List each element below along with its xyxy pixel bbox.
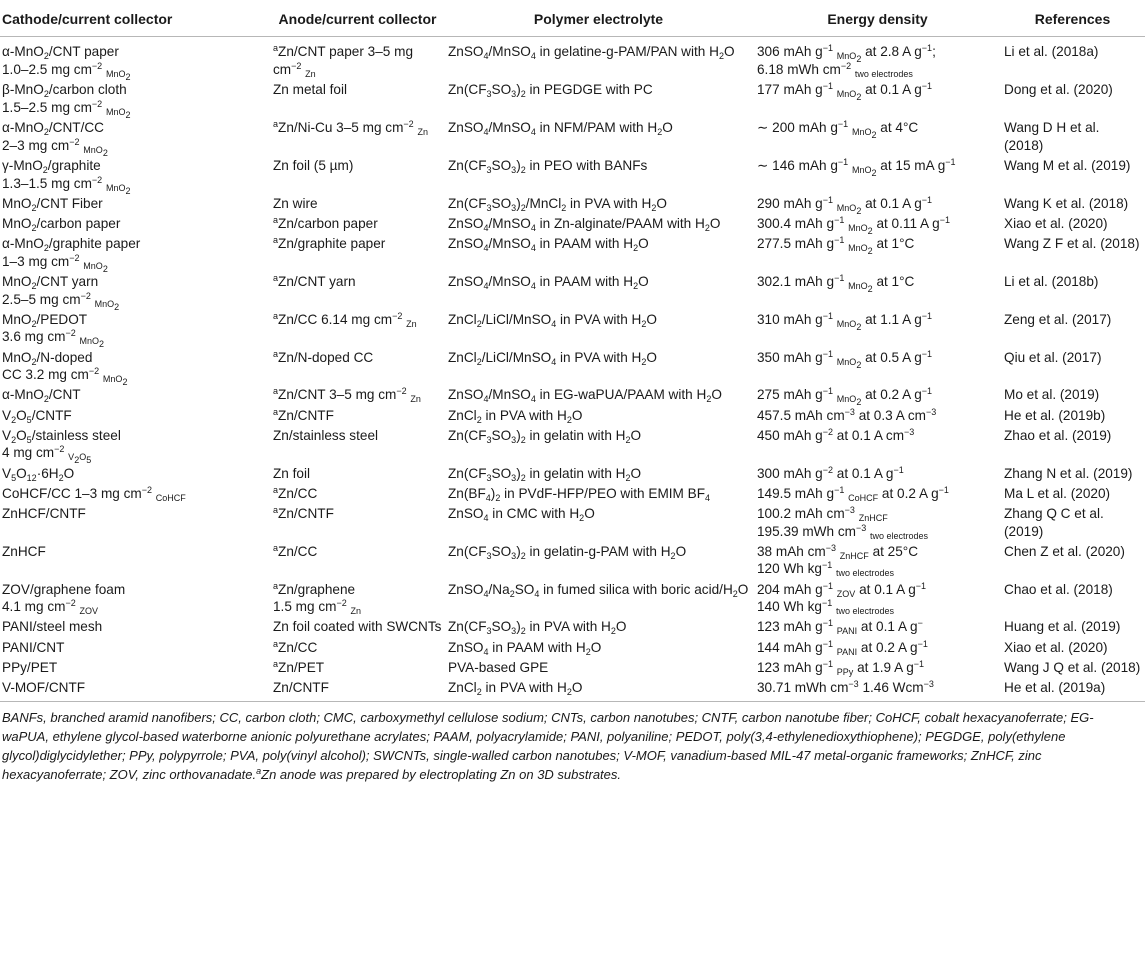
table-row: [0, 617, 1145, 637]
cell-reference: He et al. (2019b): [1004, 407, 1106, 423]
cell-energy-density: 300 mAh $g^{-2}$ at 0.1 A $g^{-1}$: [757, 464, 904, 481]
cell-energy-density: 177 mAh $g^{-1}$ $_{MnO_2}$ at 0.1 A $g^{-1}$: [757, 81, 933, 103]
header-energy-density: Energy density: [755, 0, 1002, 37]
cell-cathode: MnO$_2$/carbon paper: [2, 215, 121, 233]
cell-anode: $^a$Zn/CC: [273, 638, 318, 655]
cell-energy-density: 450 mAh $g^{-2}$ at 0.1 A $cm^{-3}$: [757, 426, 915, 443]
cell-cathode: ZnHCF: [2, 543, 46, 559]
cell-cathode: $V_5O_{12}\cdot 6H_2O$: [2, 465, 75, 483]
cell-electrolyte: $Zn(CF_3SO_3)_2$ in gelatin-g-PAM with $H_2O$: [448, 543, 687, 561]
cell-cathode: ZnHCF/CNTF: [2, 505, 86, 521]
cell-electrolyte: $Zn(CF_3SO_3)_2$ in gelatin with $H_2O$: [448, 465, 642, 483]
cell-electrolyte: $Zn(BF_4)_2$ in PVdF-HFP/PEO with EMIM $BF_4$: [448, 485, 711, 503]
cell-cathode: MnO$_2$/PEDOT 3.6 mg $cm^{-2}$ $_{MnO_2}$: [2, 311, 105, 350]
cell-electrolyte: PVA-based GPE: [448, 659, 549, 675]
cell-anode: Zn wire: [273, 195, 318, 211]
cell-energy-density: 30.71 mWh $cm^{-3}$ 1.46 Wcm$^{-3}$: [755, 678, 1002, 701]
table-row: [0, 426, 1145, 464]
cell-electrolyte: ZnSO$_4$/MnSO$_4$ in EG-waPUA/PAAM with $H_2O$: [448, 387, 722, 405]
header-electrolyte: Polymer electrolyte: [446, 0, 755, 37]
cell-electrolyte: ZnSO$_4$/MnSO$_4$ in Zn-alginate/PAAM with $H_2O$: [448, 215, 721, 233]
table-row: [0, 406, 1145, 426]
header-cathode: Cathode/current collector: [0, 0, 271, 37]
cell-electrolyte: ZnSO$_4$/MnSO$_4$ in gelatine-g-PAM/PAN with $H_2O$: [448, 44, 735, 62]
cell-anode: Zn/stainless steel: [273, 427, 379, 443]
cell-reference: Wang K et al. (2018): [1004, 195, 1129, 211]
table-row: [0, 310, 1145, 348]
cell-reference: Ma L et al. (2020): [1004, 485, 1111, 501]
cell-anode: $^a$Zn/CC: [273, 542, 318, 559]
cell-reference: Wang Z F et al. (2018): [1004, 236, 1140, 252]
table-row: [0, 678, 1145, 701]
cell-cathode: α-MnO$_2$/graphite paper 1–3 mg $cm^{-2}$ $_{MnO_2}$: [2, 236, 141, 274]
cell-anode: $^a$Zn/CNT paper 3–5 mg $cm^{-2}$ $_{Zn}$: [273, 43, 414, 79]
cell-anode: Zn foil: [273, 465, 311, 481]
cell-cathode: PANI/CNT: [2, 639, 65, 655]
cell-energy-density: 306 mAh $g^{-1}$ $_{MnO_2}$ at 2.8 A $g^{-1}$; 6.18 mWh $cm^{-2}$ $_{two electrodes}$: [757, 43, 936, 79]
cell-energy-density: 457.5 mAh $cm^{-3}$ at 0.3 A $cm^{-3}$: [757, 406, 937, 423]
cell-cathode: α-MnO$_2$/CNT paper 1.0–2.5 mg $cm^{-2}$ $_{MnO_2}$: [2, 44, 131, 82]
cell-cathode: V-MOF/CNTF: [0, 678, 271, 701]
table-row: [0, 194, 1145, 214]
cell-energy-density: 302.1 mAh $g^{-1}$ $_{MnO_2}$ at 1°C: [757, 272, 915, 294]
cell-energy-density: 123 mAh $g^{-1}$ $_{PPy}$ at 1.9 A $g^{-1}$: [757, 658, 925, 677]
cell-electrolyte: ZnCl$_2$/LiCl/MnSO$_4$ in PVA with $H_2O$: [448, 311, 657, 329]
table-row: [0, 272, 1145, 310]
cell-cathode: α-MnO$_2$/CNT: [2, 387, 81, 405]
cell-energy-density: 300.4 mAh $g^{-1}$ $_{MnO_2}$ at 0.11 A $g^{-1}$: [757, 214, 950, 236]
cell-anode: Zn foil coated with SWCNTs: [273, 619, 442, 635]
table-row: [0, 118, 1145, 156]
cell-electrolyte: $Zn(CF_3SO_3)_2$ in PEO with BANFs: [448, 157, 648, 175]
cell-reference: Li et al. (2018b): [1004, 273, 1099, 289]
cell-cathode: PANI/steel mesh: [2, 619, 103, 635]
cell-reference: Wang J Q et al. (2018): [1004, 659, 1141, 675]
cell-reference: Qiu et al. (2017): [1004, 349, 1102, 365]
cell-cathode: γ-MnO$_2$/graphite 1.3–1.5 mg $cm^{-2}$ $_{MnO_2}$: [2, 157, 131, 196]
cell-electrolyte: ZnSO$_4$ in CMC with $H_2O$: [448, 505, 595, 523]
cell-energy-density: 204 mAh $g^{-1}$ $_{ZOV}$ at 0.1 A $g^{-1}$ 140 Wh $kg^{-1}$ $_{two electrodes}$: [757, 580, 927, 617]
cell-electrolyte: ZnSO$_4$/MnSO$_4$ in PAAM with $H_2O$: [448, 273, 649, 291]
cell-reference: Zhao et al. (2019): [1004, 427, 1112, 443]
table-header: [0, 0, 1145, 37]
cell-energy-density: 350 mAh $g^{-1}$ $_{MnO_2}$ at 0.5 A $g^{-1}$: [757, 348, 933, 370]
cell-reference: Zhang Q C et al. (2019): [1004, 505, 1104, 539]
table-row: [0, 385, 1145, 405]
table-row: [0, 464, 1145, 484]
cell-reference: He et al. (2019a): [1002, 678, 1145, 701]
table-body: [0, 37, 1145, 701]
cell-cathode: $V_2O_5$/CNTF: [2, 407, 72, 425]
cell-energy-density: 123 mAh $g^{-1}$ $_{PANI}$ at 0.1 A g−: [757, 618, 923, 637]
cell-anode: $^a$Zn/CNTF: [273, 504, 334, 521]
cell-electrolyte: $Zn(CF_3SO_3)_2$ in PEGDGE with PC: [448, 82, 653, 100]
table-row: [0, 348, 1145, 386]
cell-electrolyte: ZnSO$_4$/MnSO$_4$ in PAAM with $H_2O$: [448, 236, 649, 254]
cell-anode: $^a$Zn/CC: [273, 484, 318, 501]
cell-cathode: ZOV/graphene foam 4.1 mg $cm^{-2}$ $_{ZOV}$: [2, 581, 126, 617]
header-references: References: [1002, 0, 1145, 37]
cell-electrolyte: ZnSO$_4$/MnSO$_4$ in NFM/PAM with $H_2O$: [448, 119, 673, 137]
cell-energy-density: 144 mAh $g^{-1}$ $_{PANI}$ at 0.2 A $g^{-1}$: [757, 638, 928, 657]
table-row: [0, 658, 1145, 678]
cell-energy-density: 149.5 mAh $g^{-1}$ $_{CoHCF}$ at 0.2 A $g^{-1}$: [757, 484, 949, 503]
cell-reference: Zeng et al. (2017): [1004, 311, 1112, 327]
cell-electrolyte: ZnCl$_2$ in PVA with $H_2O$: [448, 407, 583, 425]
table-row: [0, 580, 1145, 618]
cell-anode: $^a$Zn/CC 6.14 mg $cm^{-2}$ $_{Zn}$: [273, 310, 417, 329]
cell-reference: Mo et al. (2019): [1004, 387, 1100, 403]
cell-anode: $^a$Zn/PET: [273, 658, 325, 675]
cell-reference: Xiao et al. (2020): [1004, 639, 1108, 655]
cell-reference: Li et al. (2018a): [1004, 44, 1099, 60]
cell-cathode: α-MnO$_2$/CNT/CC 2–3 mg $cm^{-2}$ $_{MnO_2}$: [2, 119, 108, 158]
table-row: [0, 37, 1145, 80]
cell-energy-density: 275 mAh $g^{-1}$ $_{MnO_2}$ at 0.2 A $g^{-1}$: [757, 386, 933, 408]
table-row: [0, 504, 1145, 542]
cell-energy-density: 38 mAh $cm^{-3}$ $_{ZnHCF}$ at 25°C 120 Wh $kg^{-1}$ $_{two electrodes}$: [757, 542, 919, 579]
header-anode: Anode/current collector: [271, 0, 446, 37]
table-row: [0, 638, 1145, 658]
cell-reference: Chao et al. (2018): [1004, 581, 1113, 597]
cell-electrolyte: ZnSO$_4$ in PAAM with $H_2O$: [448, 639, 602, 657]
cell-reference: Wang M et al. (2019): [1004, 157, 1131, 173]
cell-cathode: CoHCF/CC 1–3 mg $cm^{-2}$ $_{CoHCF}$: [2, 484, 186, 503]
table-row: [0, 542, 1145, 580]
table-row: [0, 484, 1145, 504]
cell-anode: Zn foil (5 µm): [273, 157, 354, 173]
cell-electrolyte: ZnCl$_2$/LiCl/MnSO$_4$ in PVA with $H_2O$: [448, 349, 657, 367]
cell-electrolyte: $ZnSO_4/Na_2SO_4$ in fumed silica with boric acid/$H_2O$: [448, 581, 749, 599]
cell-energy-density: ∼ 200 mAh $g^{-1}$ $_{MnO_2}$ at 4°C: [757, 118, 919, 140]
cell-cathode: $V_2O_5$/stainless steel 4 mg $cm^{-2}$ $_{V_2O_5}$: [2, 427, 121, 466]
cell-reference: Wang D H et al. (2018): [1004, 119, 1100, 153]
cell-anode: $^a$Zn/CNT yarn: [273, 272, 356, 289]
cell-electrolyte: $Zn(CF_3SO_3)_2/MnCl_2$ in PVA with $H_2O$: [448, 195, 667, 213]
cell-anode: $^a$Zn/graphene 1.5 mg $cm^{-2}$ $_{Zn}$: [273, 580, 362, 617]
table-footnote: BANFs, branched aramid nanofibers; CC, carbon cloth; CMC, carboxymethyl cellulose sodium; CNTs, carbon nanotubes; CNTF, carbon nanotube fiber; CoHCF, cobalt hexacyanoferrate; EG-waPUA, ethylene glycol-based waterborne anionic polyurethane acrylates; PAAM, polyacrylamide; PANI, polyaniline; PEDOT, poly(3,4-ethylenedioxythiophene); PEGDGE, poly(ethylene glycol)diglycidylether; PPy, polypyrrole; PVA, poly(vinyl alcohol); SWCNTs, single-walled carbon nanotubes; V-MOF, vanadium-based MIL-47 metal-organic frameworks; ZnHCF, zinc hexacyanoferrate; ZOV, zinc orthovanadate.$^a$Zn anode was prepared by electroplating Zn on 3D substrates.: [2, 709, 1094, 782]
cell-cathode: MnO$_2$/N-doped CC 3.2 mg $cm^{-2}$ $_{MnO_2}$: [2, 349, 128, 388]
cell-energy-density: 290 mAh $g^{-1}$ $_{MnO_2}$ at 0.1 A $g^{-1}$: [757, 194, 933, 216]
cell-anode: $^a$Zn/carbon paper: [273, 214, 378, 231]
cell-anode: Zn metal foil: [273, 82, 348, 98]
cell-energy-density: ∼ 146 mAh $g^{-1}$ $_{MnO_2}$ at 15 mA $g^{-1}$: [757, 156, 956, 178]
table-row: [0, 214, 1145, 234]
cell-cathode: MnO$_2$/CNT yarn 2.5–5 mg $cm^{-2}$ $_{MnO_2}$: [2, 273, 120, 312]
cell-anode: Zn/CNTF: [271, 678, 446, 701]
cell-cathode: MnO$_2$/CNT Fiber: [2, 195, 103, 213]
cell-electrolyte: ZnCl$_2$ in PVA with $H_2O$: [446, 678, 755, 701]
table-row: [0, 156, 1145, 194]
cell-reference: Zhang N et al. (2019): [1004, 465, 1133, 481]
cell-energy-density: 310 mAh $g^{-1}$ $_{MnO_2}$ at 1.1 A $g^{-1}$: [757, 310, 933, 332]
cell-reference: Xiao et al. (2020): [1004, 215, 1108, 231]
cell-anode: $^a$Zn/Ni-Cu 3–5 mg $cm^{-2}$ $_{Zn}$: [273, 118, 428, 137]
table-row: [0, 80, 1145, 118]
cell-electrolyte: $Zn(CF_3SO_3)_2$ in gelatin with $H_2O$: [448, 427, 642, 445]
cell-anode: $^a$Zn/graphite paper: [273, 235, 386, 252]
cell-anode: $^a$Zn/CNTF: [273, 406, 334, 423]
cell-energy-density: 100.2 mAh $cm^{-3}$ $_{ZnHCF}$ 195.39 mWh $cm^{-3}$ $_{two electrodes}$: [757, 504, 929, 541]
cell-cathode: β-MnO$_2$/carbon cloth 1.5–2.5 mg $cm^{-2}$ $_{MnO_2}$: [2, 82, 131, 120]
cell-cathode: PPy/PET: [2, 659, 58, 675]
cell-anode: $^a$Zn/N-doped CC: [273, 348, 374, 365]
table-row: [0, 234, 1145, 272]
cell-electrolyte: $Zn(CF_3SO_3)_2$ in PVA with $H_2O$: [448, 619, 627, 637]
cell-reference: Huang et al. (2019): [1004, 619, 1121, 635]
cell-reference: Dong et al. (2020): [1004, 82, 1113, 98]
cell-reference: Chen Z et al. (2020): [1004, 543, 1125, 559]
cell-energy-density: 277.5 mAh $g^{-1}$ $_{MnO_2}$ at 1°C: [757, 235, 915, 257]
cell-anode: $^a$Zn/CNT 3–5 mg $cm^{-2}$ $_{Zn}$: [273, 386, 421, 405]
